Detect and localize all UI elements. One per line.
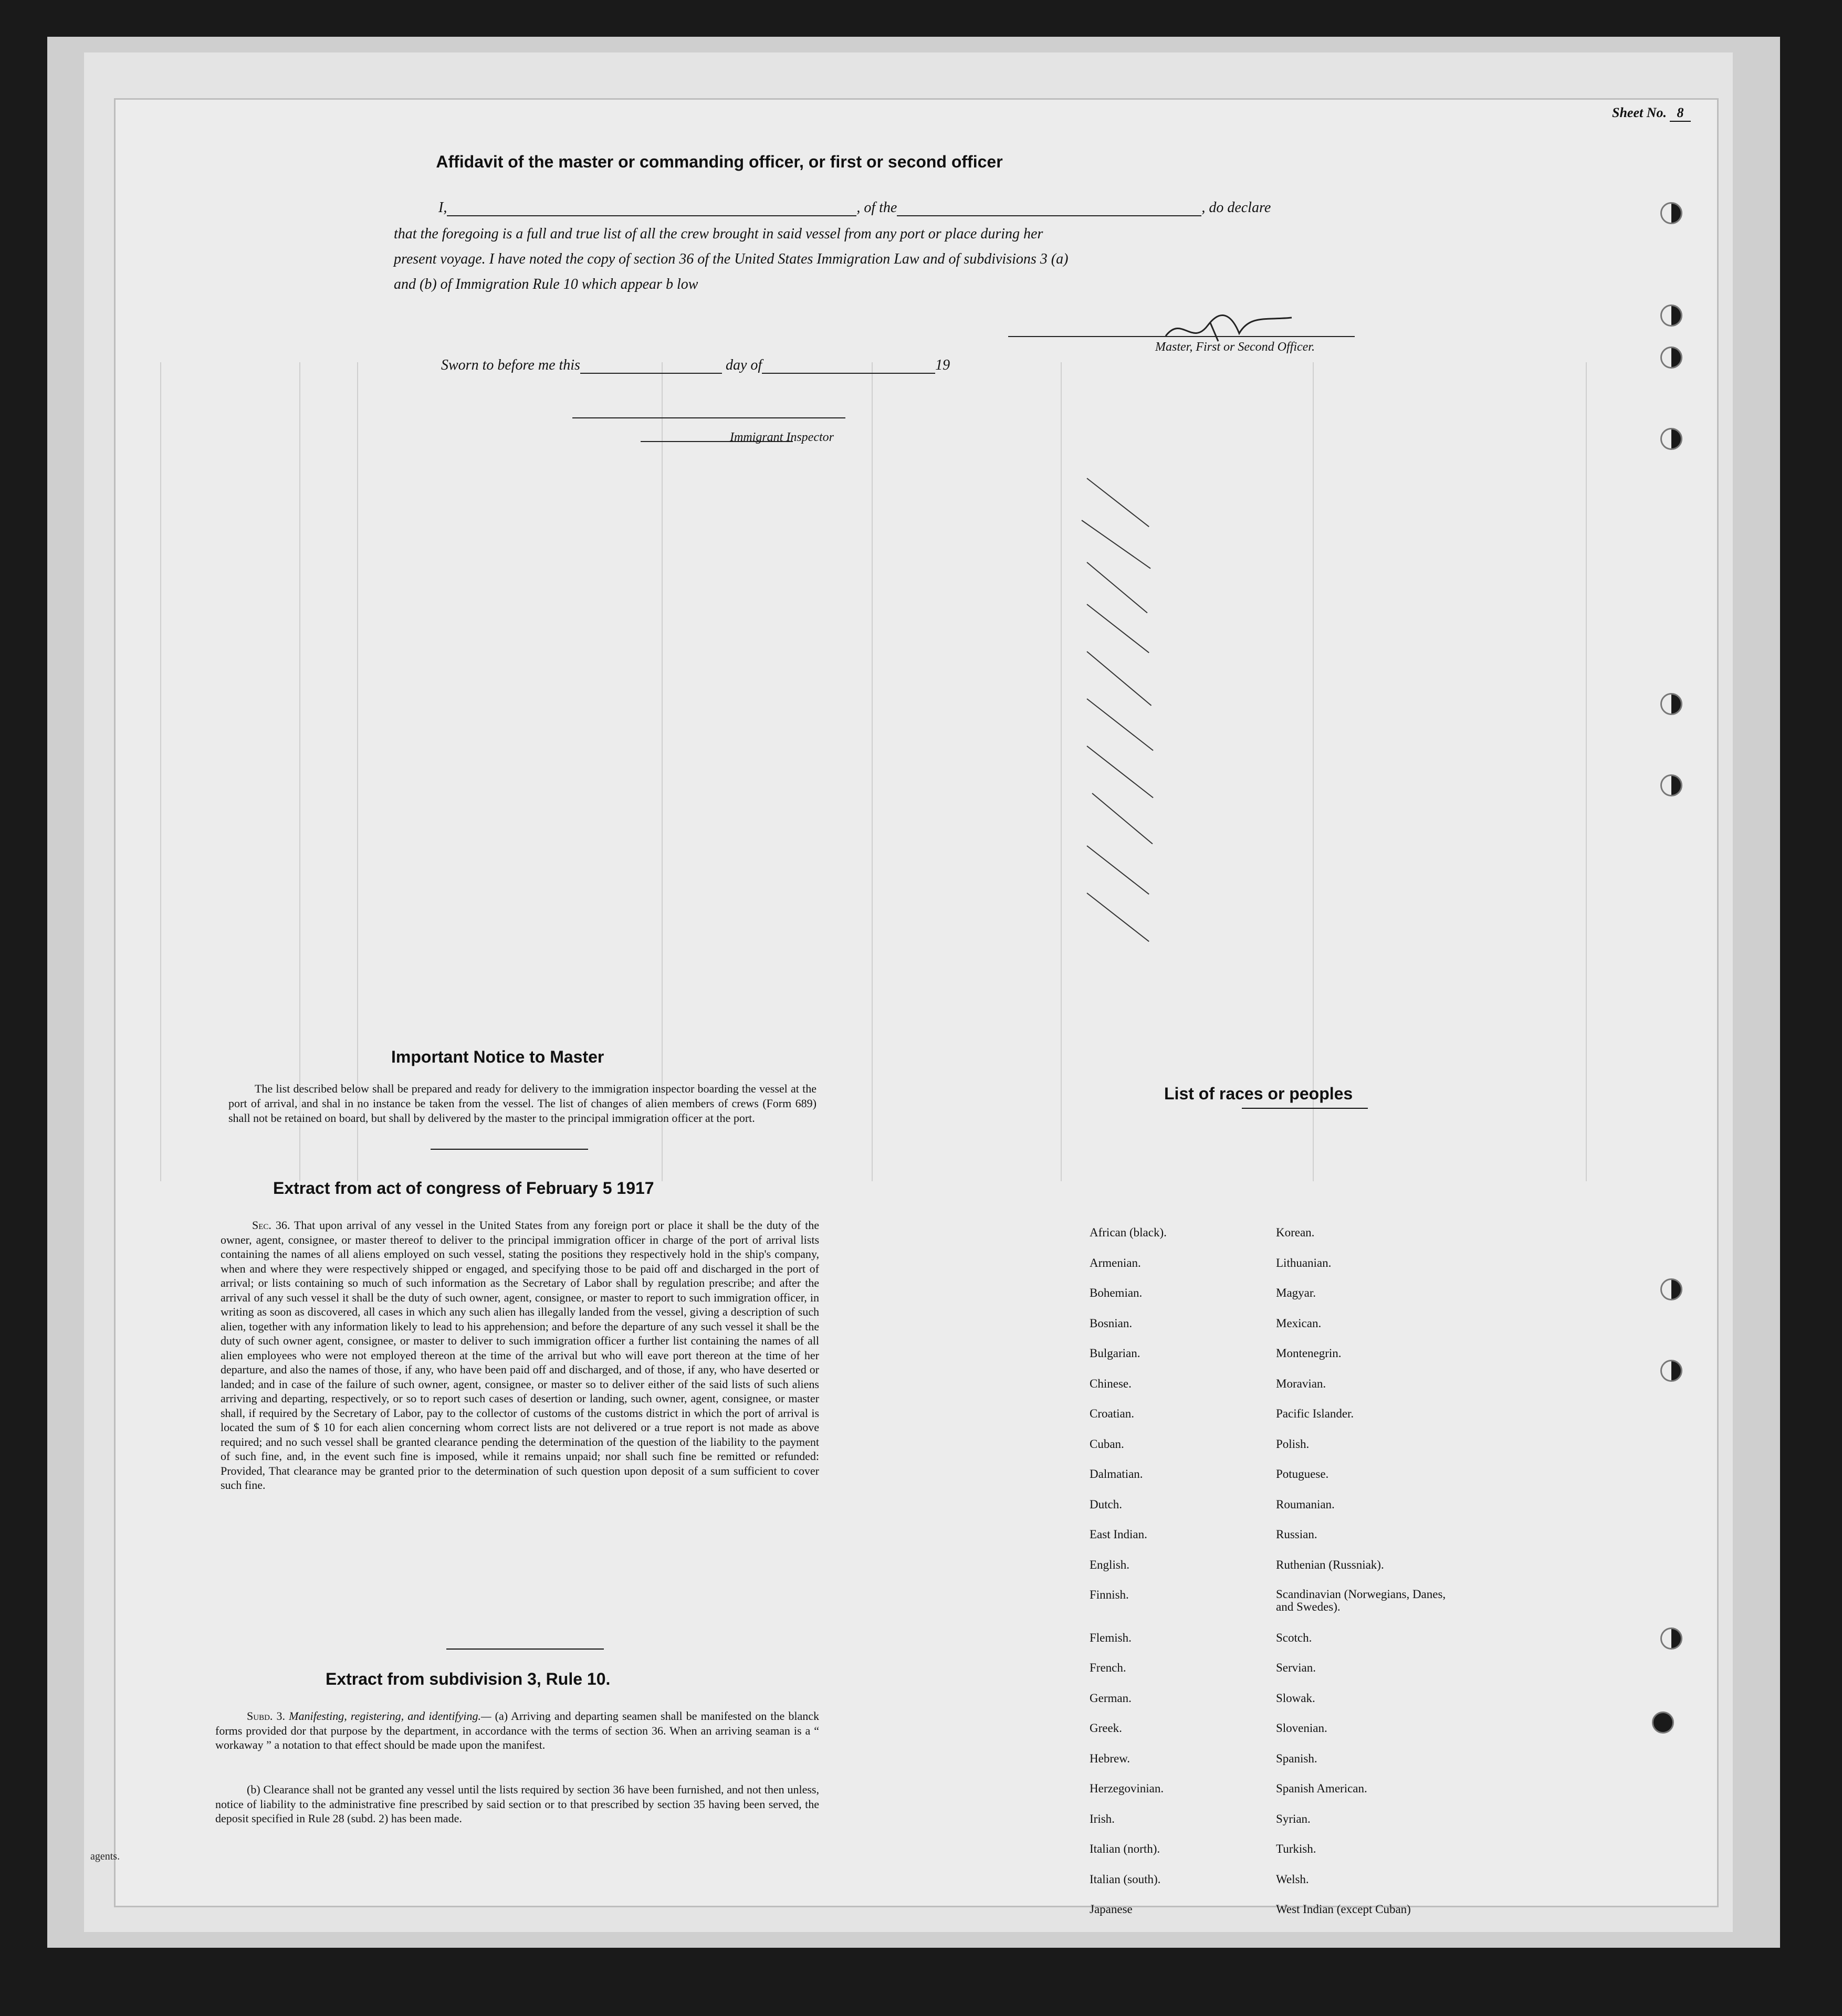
race-item: Montenegrin. xyxy=(1276,1347,1342,1360)
race-item: West Indian (except Cuban) xyxy=(1276,1903,1411,1916)
grid-line xyxy=(1586,362,1587,1181)
race-item: Korean. xyxy=(1276,1226,1315,1239)
punch-hole xyxy=(1660,346,1682,369)
race-item: Bosnian. xyxy=(1090,1316,1133,1330)
race-item: Italian (north). xyxy=(1090,1842,1160,1855)
affidavit-title: Affidavit of the master or commanding officer, or first or second officer xyxy=(436,152,1003,171)
race-item: Magyar. xyxy=(1276,1286,1316,1299)
punch-hole xyxy=(1660,428,1682,450)
check-mark xyxy=(1086,845,1149,895)
divider xyxy=(446,1648,604,1650)
check-mark xyxy=(1086,746,1153,798)
subd-para-a: (a) Arriving and departing seamen shall be manifested on the blanck forms provided dor that purpose by the department, in accordance with the terms of section 36. When an arriving seaman is a “ workaway ” a notation to that effect should be made upon the manifest. xyxy=(215,1709,819,1751)
race-item: Dalmatian. xyxy=(1090,1467,1143,1480)
race-item: Lithuanian. xyxy=(1276,1256,1332,1269)
race-item: Flemish. xyxy=(1090,1631,1132,1644)
subd-heading: Manifesting, registering, and identifying.— xyxy=(289,1709,491,1723)
race-item: Spanish. xyxy=(1276,1751,1317,1765)
race-item: Greek. xyxy=(1090,1721,1122,1735)
extract-act-title: Extract from act of congress of February 5 1917 xyxy=(273,1179,654,1198)
race-item: Italian (south). xyxy=(1090,1872,1161,1886)
race-item: Irish. xyxy=(1090,1812,1115,1825)
race-item: Russian. xyxy=(1276,1528,1317,1541)
section-36-body xyxy=(221,1218,819,1493)
subdivision-3-para-b: (b) Clearance shall not be granted any vessel until the lists required by section 36 have been furnished, and not then unless, notice of liability to the administrative fine prescribed by said section or to that prescribed by section 35 having been served, the deposit specified in Rule 28 (subd. 2) has been made. xyxy=(215,1783,819,1825)
check-mark xyxy=(1086,562,1147,613)
races-title: List of races or peoples xyxy=(1164,1084,1353,1103)
race-item: African (black). xyxy=(1090,1226,1167,1239)
race-item: Dutch. xyxy=(1090,1497,1122,1511)
grid-line xyxy=(299,362,300,1181)
manifest-sheet xyxy=(116,100,1717,1916)
race-item: Moravian. xyxy=(1276,1377,1326,1390)
grid-line xyxy=(872,362,873,1181)
check-mark xyxy=(1086,604,1149,653)
race-item: Mexican. xyxy=(1276,1316,1322,1330)
subdivision-3-para-a xyxy=(215,1709,819,1752)
name-blank xyxy=(447,215,856,216)
punch-hole xyxy=(1660,1628,1682,1650)
punch-hole xyxy=(1660,304,1682,327)
section-36-label: Sec. 36. xyxy=(252,1219,290,1232)
race-item: Bohemian. xyxy=(1090,1286,1143,1299)
race-item: Potuguese. xyxy=(1276,1467,1329,1480)
divider xyxy=(431,1149,588,1150)
affidavit-line-1 xyxy=(438,200,1331,216)
race-item: Japanese xyxy=(1090,1903,1133,1916)
races-divider xyxy=(1242,1108,1368,1109)
affidavit-i: I, xyxy=(438,200,447,216)
race-item: Syrian. xyxy=(1276,1812,1311,1825)
race-item: Polish. xyxy=(1276,1437,1310,1451)
race-item: Roumanian. xyxy=(1276,1497,1335,1511)
check-mark xyxy=(1092,793,1153,844)
punch-hole xyxy=(1660,202,1682,224)
race-item: Hebrew. xyxy=(1090,1751,1131,1765)
signature-caption: Master, First or Second Officer. xyxy=(1155,340,1315,354)
inspector-line xyxy=(572,417,845,418)
notice-body: The list described below shall be prepared and ready for delivery to the immigration inspector boarding the vessel at the port of arrival, and shal in no instance be taken from the vessel. The list of changes of alien members of crews (Form 689) shall not be retained on board, but shall by delivered by the master to the principal immigration officer at the port. xyxy=(228,1082,817,1125)
race-item: English. xyxy=(1090,1558,1130,1571)
punch-hole xyxy=(1660,1360,1682,1382)
race-item: East Indian. xyxy=(1090,1528,1147,1541)
footer-scrap: agents. xyxy=(90,1851,120,1862)
grid-line xyxy=(662,362,663,1181)
race-item: Scotch. xyxy=(1276,1631,1312,1644)
sheet-number-value: 8 xyxy=(1670,105,1691,122)
race-item: Bulgarian. xyxy=(1090,1347,1140,1360)
inspector-caption: Immigrant Inspector xyxy=(730,430,834,444)
grid-line xyxy=(1061,362,1062,1181)
check-mark xyxy=(1081,520,1150,569)
race-item: Croatian. xyxy=(1090,1407,1134,1420)
punch-hole xyxy=(1652,1712,1674,1734)
check-mark xyxy=(1086,651,1152,706)
check-mark xyxy=(1086,478,1149,527)
grid-line xyxy=(160,362,161,1181)
punch-hole xyxy=(1660,774,1682,796)
sworn-year: 19 xyxy=(935,357,950,373)
race-item: Chinese. xyxy=(1090,1377,1132,1390)
grid-line xyxy=(1313,362,1314,1181)
race-item: Ruthenian (Russniak). xyxy=(1276,1558,1384,1571)
vessel-blank xyxy=(897,215,1201,216)
punch-hole xyxy=(1660,1278,1682,1300)
extract-rule-title: Extract from subdivision 3, Rule 10. xyxy=(326,1670,611,1688)
sworn-line xyxy=(441,357,1071,374)
affidavit-line-4: and (b) of Immigration Rule 10 which appear b low xyxy=(394,276,698,292)
race-item: Herzegovinian. xyxy=(1090,1782,1164,1795)
race-item: Scandinavian (Norwegians, Danes, and Swedes). xyxy=(1276,1588,1446,1613)
sworn-day-of: day of xyxy=(725,357,762,373)
race-item: Slovenian. xyxy=(1276,1721,1327,1735)
sheet-number-label: Sheet No. xyxy=(1612,105,1667,120)
race-item: Cuban. xyxy=(1090,1437,1124,1451)
grid-line xyxy=(357,362,358,1181)
race-item: German. xyxy=(1090,1691,1132,1705)
check-mark xyxy=(1086,698,1153,751)
race-item: Pacific Islander. xyxy=(1276,1407,1354,1420)
sworn-day-blank xyxy=(580,373,722,374)
sheet-number xyxy=(1612,105,1691,122)
sworn-month-blank xyxy=(762,373,935,374)
affidavit-line-3: present voyage. I have noted the copy of section 36 of the United States Immigration Law and of subdivisions 3 (a) xyxy=(394,251,1069,267)
section-36-text: That upon arrival of any vessel in the United States from any foreign port or place it shall be the duty of the owner, agent, consignee, or master thereof to deliver to the principal immigration officer in charge of the port of arrival lists containing the names of all aliens employed on such vessel, stating the positions they respectively hold in the ship's company, when and where they were respectively shipped or engaged, and specifying those to be paid off and discharged in the port of arrival; or lists containing so much of such information as the Secretary of Labor shall by regulation prescribe; and after the arrival of any such vessel it shall be the duty of such owner, agent, consignee, or master to report to such immigration officer, in writing as soon as discovered, all cases in which any such alien has illegally landed from the vessel, giving a description of such alien, together with any information likely to lead to his apprehension; and before the departure of any such vessel it shall be the duty of such owner agent, consignee, or master to deliver to such immigration officer a further list containing the names of all alien employees who were not employed thereon at the time of the arrival but who will eave port thereon at the time of her departure, and also the names of those, if any, who have been paid off and discharged, and of those, if any, who have deserted or landed; and in case of the failure of such owner, agent, consignee, or master so to deliver either of the said lists of such aliens arriving and departing, respectively, or so to report such cases of desertion or landing, such owner, agent, consignee, or master shall, if required by the Secretary of Labor, pay to the collector of customs of the customs district in which the port of arrival is located the sum of $ 10 for each alien concerning whom correct lists are not delivered or a true report is not made as above required; and no such vessel shall be granted clearance pending the determination of the question of the liability to the payment of such fine, and, in the event such fine is imposed, while it remains unpaid; nor shall such fine be remitted or refunded: Provided, That clearance may be granted prior to the determination of such question upon deposit of a sum sufficient to cover such fine. xyxy=(221,1219,819,1492)
race-item: French. xyxy=(1090,1661,1126,1674)
subd-label: Subd. 3. xyxy=(247,1709,286,1723)
race-item: Armenian. xyxy=(1090,1256,1141,1269)
affidavit-of-the: , of the xyxy=(856,200,897,216)
notice-title: Important Notice to Master xyxy=(391,1047,604,1066)
affidavit-declare: , do declare xyxy=(1201,200,1271,216)
signature-line xyxy=(1008,336,1355,337)
race-item: Servian. xyxy=(1276,1661,1316,1674)
check-mark xyxy=(1086,892,1149,942)
race-item: Finnish. xyxy=(1090,1588,1129,1601)
race-item: Spanish American. xyxy=(1276,1782,1367,1795)
sworn-label: Sworn to before me this xyxy=(441,357,580,373)
race-item: Slowak. xyxy=(1276,1691,1315,1705)
race-item: Turkish. xyxy=(1276,1842,1316,1855)
punch-hole xyxy=(1660,693,1682,715)
race-item: Welsh. xyxy=(1276,1872,1309,1886)
affidavit-line-2: that the foregoing is a full and true list of all the crew brought in said vessel from any port or place during her xyxy=(394,226,1043,242)
